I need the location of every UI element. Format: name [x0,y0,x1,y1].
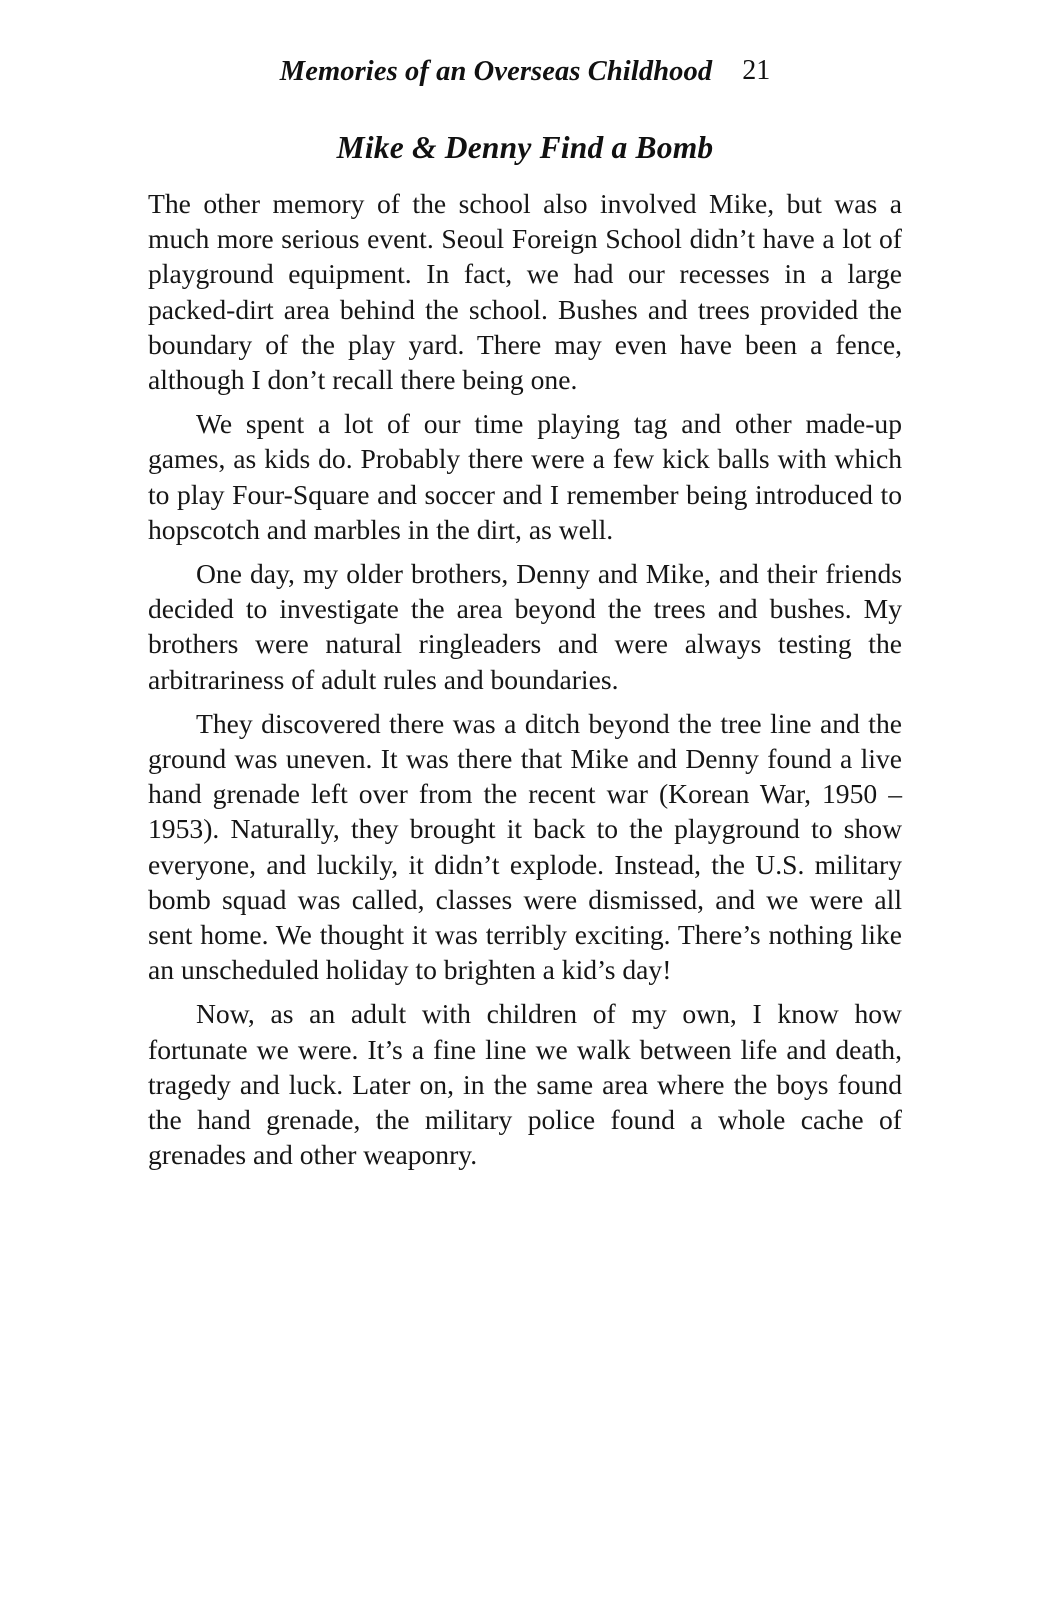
page-number: 21 [742,55,771,86]
paragraph: They discovered there was a ditch beyond the tree line and the ground was uneven. It was there that Mike and Denny found a live hand grenade left over from the recent war (Korean War, 1950 – 1953). Naturally, they brought it back to the playground to show everyone, and luckily, it didn’t explode. Instead, the U.S. military bomb squad was called, classes were dismissed, and we were all sent home. We thought it was terribly exciting. There’s nothing like an unscheduled holiday to brighten a kid’s day! [148,707,902,986]
paragraph: One day, my older brothers, Denny and Mike, and their friends decided to investigate the area beyond the trees and bushes. My brothers were natural ringleaders and were always testing the arbitrariness of adult rules and boundaries. [148,558,902,695]
body-text [148,172,902,1172]
page-content-column [148,0,902,1172]
paragraph: We spent a lot of our time playing tag and other made-up games, as kids do. Probably there were a few kick balls with which to play Four-Square and soccer and I remember being introduced to hopscotch and marbles in the dirt, as well. [148,408,902,545]
running-header [148,0,902,108]
running-header-title: Memories of an Overseas Childhood [279,56,713,87]
section-title: Mike & Denny Find a Bomb [336,130,714,165]
paragraph: Now, as an adult with children of my own, I know how fortunate we were. It’s a fine line we walk between life and death, tragedy and luck. Later on, in the same area where the boys found the hand grenade, the military police found a whole cache of grenades and other weaponry. [148,998,902,1171]
paragraph: The other memory of the school also involved Mike, but was a much more serious event. Seoul Foreign School didn’t have a lot of playground equipment. In fact, we had our recesses in a large packed-dirt area behind the school. Bushes and trees provided the boundary of the play yard. There may even have been a fence, although I don’t recall there being one. [148,188,902,396]
